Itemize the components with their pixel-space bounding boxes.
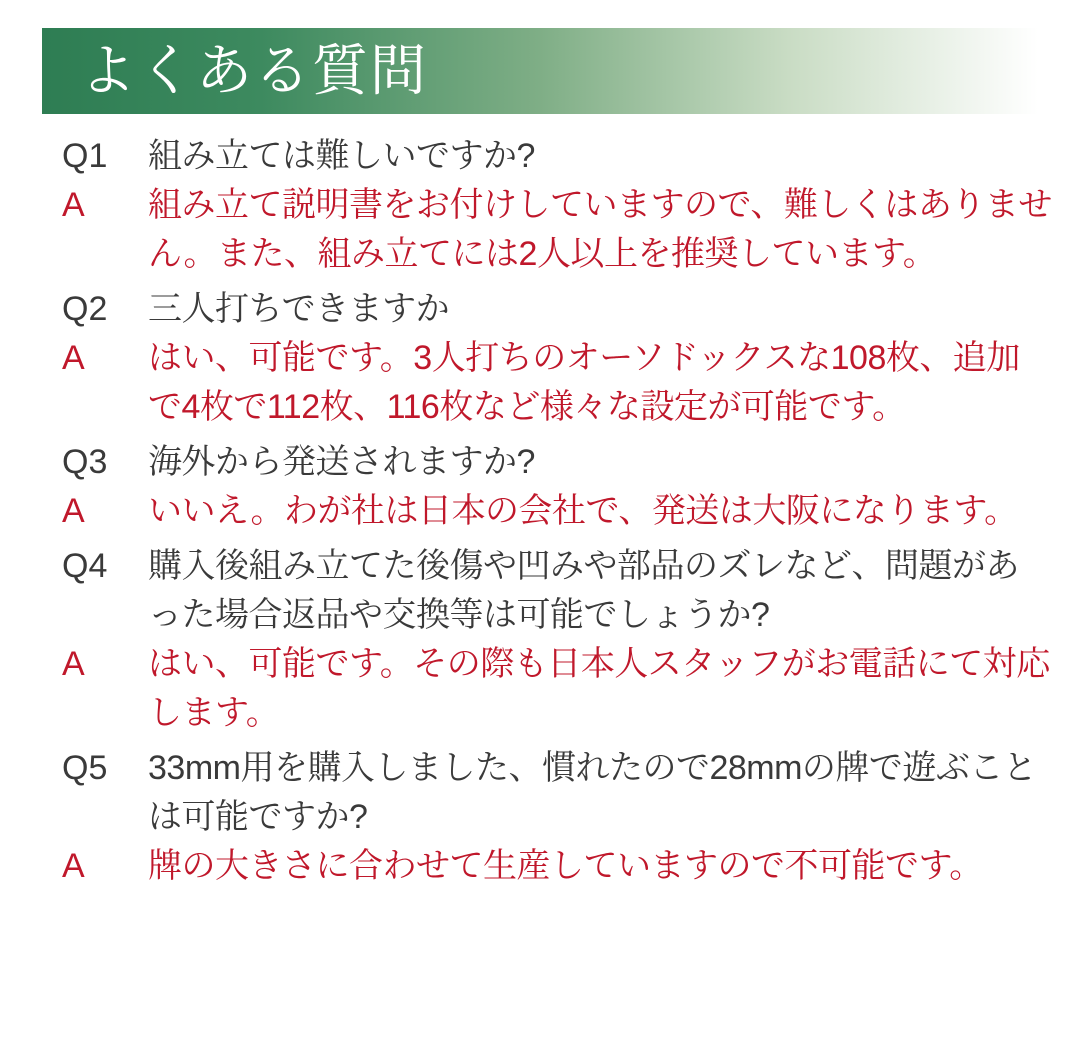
answer-text: 牌の大きさに合わせて生産していますので不可能です。 [148, 847, 983, 885]
faq-list [62, 132, 1052, 897]
question-label: Q2 [62, 290, 108, 328]
answer-text: はい、可能です。その際も日本人スタッフがお電話にて対応します。 [148, 645, 1050, 732]
answer-text: はい、可能です。3人打ちのオーソドックスな108枚、追加で4枚で112枚、116枚など様々な設定が可能です。 [148, 339, 1020, 426]
faq-item [62, 542, 1052, 738]
question-label: Q3 [62, 443, 108, 481]
faq-answer-row [62, 181, 1052, 279]
answer-label: A [62, 645, 85, 683]
faq-item [62, 132, 1052, 279]
faq-answer-row [62, 842, 1052, 891]
question-label: Q4 [62, 547, 108, 585]
faq-question-row [62, 285, 1052, 334]
answer-label: A [62, 492, 85, 530]
question-text: 海外から発送されますか? [148, 443, 535, 481]
faq-question-row [62, 542, 1052, 640]
faq-question-row [62, 132, 1052, 181]
faq-item [62, 285, 1052, 432]
faq-answer-row [62, 334, 1052, 432]
answer-text: 組み立て説明書をお付けしていますので、難しくはありません。また、組み立てには2人以上を推奨しています。 [148, 186, 1052, 273]
question-text: 組み立ては難しいですか? [148, 137, 535, 175]
answer-label: A [62, 339, 85, 377]
question-text: 三人打ちできますか [148, 290, 450, 328]
faq-question-row [62, 438, 1052, 487]
answer-label: A [62, 186, 85, 224]
page-title: よくある質問 [80, 39, 428, 102]
answer-text: いいえ。わが社は日本の会社で、発送は大阪になります。 [148, 492, 1018, 530]
faq-item [62, 744, 1052, 891]
question-label: Q5 [62, 749, 108, 787]
answer-label: A [62, 847, 85, 885]
faq-item [62, 438, 1052, 536]
faq-answer-row [62, 487, 1052, 536]
question-text: 33mm用を購入しました、慣れたので28mmの牌で遊ぶことは可能ですか? [148, 749, 1037, 836]
faq-question-row [62, 744, 1052, 842]
question-text: 購入後組み立てた後傷や凹みや部品のズレなど、問題があった場合返品や交換等は可能でしょうか? [148, 547, 1019, 634]
page-header-banner [42, 28, 1038, 114]
question-label: Q1 [62, 137, 108, 175]
faq-answer-row [62, 640, 1052, 738]
